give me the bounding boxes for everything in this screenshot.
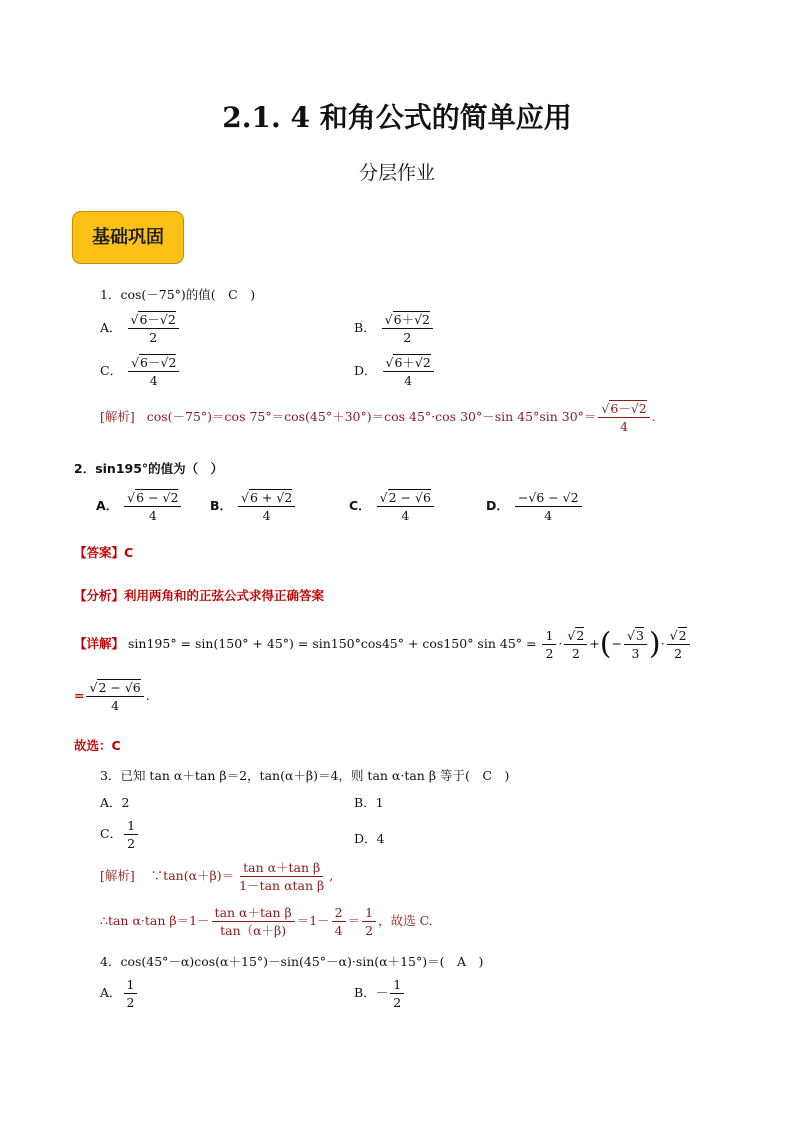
q3-analysis-line2: ∴tan α·tan β＝1－ $\frac{\text{tan α＋tan β}}{\tan(\alpha+\beta)}$ ＝1－ $\frac{2}{4}$ ＝ $\frac{1}{2}$ ，故选 C. (100, 905, 433, 938)
q1-analysis: [解析] cos(－75°)＝cos 75°＝cos(45°＋30°)＝cos 45°·cos 30°－sin 45°sin 30°＝ $\frac{√6-√2}{4}$ . (100, 401, 656, 434)
q1-option-c: C． $\frac{√6-√2}{4}$ (100, 355, 181, 388)
q2-detail: 【详解】 sin195° = sin(150° + 45°) = sin150°cos45° + cos150° sin 45° = $\frac{1}{2}$ · $\frac{√2}{2}$ +(− $\frac{√3}{3}$ )· $\frac{√2}{2}$ (74, 628, 692, 661)
q1-option-b: B． $\frac{√6+√2}{2}$ (354, 312, 435, 345)
q2-stem: 2．sin195°的值为（ ） (74, 461, 224, 476)
q1-option-a: A． $\frac{√6-√2}{2}$ (100, 312, 181, 345)
q2-option-a: A． $\frac{√6 - √2}{4}$ (96, 490, 183, 523)
q2-option-d: D． $\frac{-√6 - √2}{4}$ (486, 490, 584, 523)
q2-detail-label: 【详解】 (74, 636, 125, 651)
q4-option-b: B．－ $\frac{1}{2}$ (354, 977, 406, 1010)
q1-option-d: D． $\frac{√6+√2}{4}$ (354, 355, 436, 388)
q1-analysis-text: cos(－75°)＝cos 75°＝cos(45°＋30°)＝cos 45°·cos 30°－sin 45°sin 30°＝ (146, 409, 597, 424)
q2-result: = $\frac{√2 - √6}{4}$ . (74, 680, 150, 713)
page-subtitle: 分层作业 (358, 162, 435, 184)
q3-analysis-line1: [解析] ∵tan(α＋β)＝ $\frac{\text{tan α＋tan β}}{\text{1－tan αtan β}}$ , (100, 860, 334, 893)
q4-option-a: A． $\frac{1}{2}$ (100, 977, 139, 1010)
q3-option-c: C． $\frac{1}{2}$ (100, 818, 140, 851)
q3-option-a: A．2 (100, 795, 130, 810)
q2-option-c: C． $\frac{√2 - √6}{4}$ (349, 490, 436, 523)
q3-analysis-label: [解析] (100, 868, 135, 883)
section-badge: 基础巩固 (72, 211, 184, 264)
q4-stem: 4．cos(45°－α)cos(α＋15°)－sin(45°－α)·sin(α＋15°)＝( A ) (100, 954, 484, 969)
q2-option-b: B． $\frac{√6 + √2}{4}$ (210, 490, 297, 523)
q2-detail-text: sin195° = sin(150° + 45°) = sin150°cos45° + cos150° sin 45° = (128, 636, 537, 651)
q2-choose: 故选：C (74, 738, 121, 753)
q1-analysis-label: [解析] (100, 409, 135, 424)
q3-stem: 3．已知 tan α＋tan β＝2，tan(α＋β)＝4，则 tan α·tan β 等于( C ) (100, 768, 510, 783)
q3-option-b: B．1 (354, 795, 384, 810)
q2-answer: 【答案】C (74, 545, 134, 560)
q2-analysis: 【分析】利用两角和的正弦公式求得正确答案 (74, 588, 325, 603)
q1-stem: 1．cos(－75°)的值( C ) (100, 287, 256, 302)
page-title: 2.1. 4 和角公式的简单应用 (222, 101, 572, 134)
q3-option-d: D．4 (354, 831, 385, 846)
